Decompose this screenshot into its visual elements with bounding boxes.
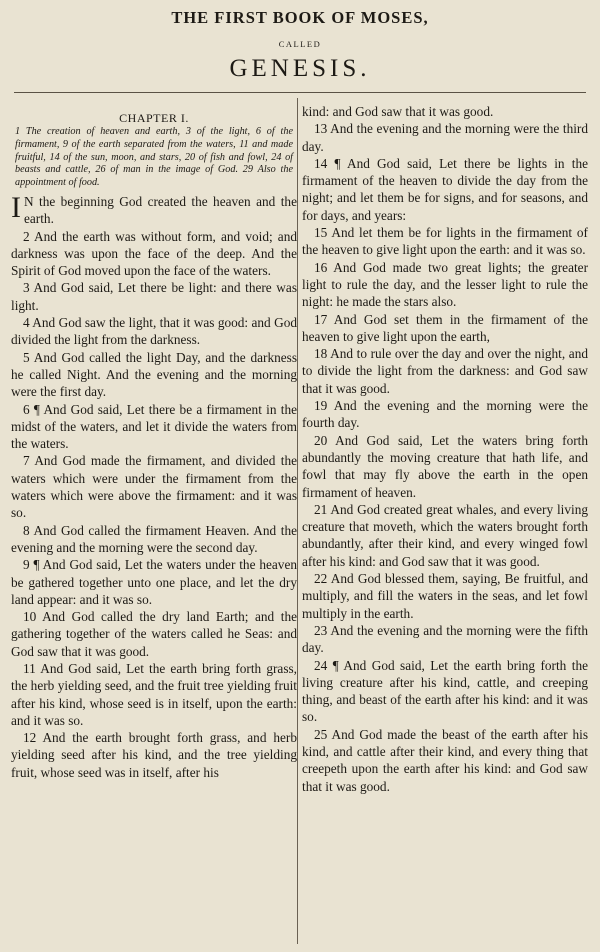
verse-3: 3 And God said, Let there be light: and there was light. bbox=[11, 280, 297, 313]
verse-4: 4 And God saw the light, that it was good: and God divided the light from the darkness. bbox=[11, 315, 297, 348]
verse-13: 13 And the evening and the morning were the third day. bbox=[302, 121, 588, 154]
verse-12: 12 And the earth brought forth grass, and herb yielding seed after his kind, and the tree yielding fruit, whose seed was in itself, after his bbox=[11, 730, 297, 780]
chapter-heading: CHAPTER I. bbox=[119, 111, 189, 125]
verse-25: 25 And God made the beast of the earth after his kind, and cattle after their kind, and every thing that creepeth upon the earth after his kind: and God saw that it was good. bbox=[302, 726, 588, 794]
verse-23: 23 And the evening and the morning were the fifth day. bbox=[302, 622, 588, 656]
called-label: CALLED bbox=[278, 39, 322, 49]
verse-17: 17 And God set them in the firmament of the heaven to give light upon the earth, bbox=[302, 311, 588, 344]
book-name: GENESIS. bbox=[229, 55, 371, 82]
drop-cap: I bbox=[11, 190, 21, 224]
column-divider bbox=[297, 98, 298, 944]
verse-20: 20 And God said, Let the waters bring forth abundantly the moving creature that hath life, and fowl that may fly above the earth in the open firmament of heaven. bbox=[302, 432, 588, 500]
verse-2: 2 And the earth was without form, and void; and darkness was upon the face of the deep. And the Spirit of God moved upon the face of the waters. bbox=[11, 228, 297, 279]
verse-9: 9 ¶ And God said, Let the waters under the heaven be gathered together unto one place, and let the dry land appear: and it was so. bbox=[11, 557, 297, 607]
verse-19: 19 And the evening and the morning were the fourth day. bbox=[302, 398, 588, 431]
verse-1-text: N the beginning God created the heaven and the earth. bbox=[24, 193, 297, 227]
right-column bbox=[302, 103, 588, 945]
verse-12-continued: kind: and God saw that it was good. bbox=[302, 104, 494, 119]
book-title: THE FIRST BOOK OF MOSES, bbox=[171, 8, 429, 27]
header-rule bbox=[14, 92, 586, 93]
verse-7: 7 And God made the firmament, and divided the waters which were under the firmament from the waters which were above the firmament: and it was so. bbox=[11, 453, 297, 521]
verse-15: 15 And let them be for lights in the firmament of the heaven to give light upon the earth: and it was so. bbox=[302, 225, 588, 258]
verse-10: 10 And God called the dry land Earth; and the gathering together of the waters called he Seas: and God saw that it was good. bbox=[11, 609, 297, 659]
verse-21: 21 And God created great whales, and every living creature that moveth, which the waters brought forth abundantly, after their kind, and every winged fowl after his kind: and God saw that it was good. bbox=[302, 501, 588, 569]
verse-11: 11 And God said, Let the earth bring forth grass, the herb yielding seed, and the fruit tree yielding fruit after his kind, whose seed is in itself, upon the earth: and it was so. bbox=[11, 661, 297, 728]
verse-24: 24 ¶ And God said, Let the earth bring forth the living creature after his kind, cattle, and creeping thing, and beast of the earth after his kind: and it was so. bbox=[302, 657, 588, 725]
chapter-summary: 1 The creation of heaven and earth, 3 of the light, 6 of the firmament, 9 of the earth separated from the waters, 11 and made fruitful, 14 of the sun, moon, and stars, 20 of fish and fowl, 24 of beasts and cattle, 26 of man in the image of God. 29 Also the appointment of food. bbox=[15, 126, 293, 189]
verse-8: 8 And God called the firmament Heaven. And the evening and the morning were the second day. bbox=[11, 522, 297, 555]
left-column bbox=[11, 103, 297, 945]
verse-22: 22 And God blessed them, saying, Be fruitful, and multiply, and fill the waters in the seas, and let fowl multiply in the earth. bbox=[302, 571, 588, 621]
verse-5: 5 And God called the light Day, and the darkness he called Night. And the evening and the morning were the first day. bbox=[11, 349, 297, 400]
verse-18: 18 And to rule over the day and over the night, and to divide the light from the darkness: and God saw that it was good. bbox=[302, 346, 588, 396]
verse-14: 14 ¶ And God said, Let there be lights in the firmament of the heaven to divide the day from the night; and let them be for signs, and for seasons, and for days, and years: bbox=[302, 155, 588, 223]
verse-16: 16 And God made two great lights; the greater light to rule the day, and the lesser light to rule the night: he made the stars also. bbox=[302, 259, 588, 310]
verse-1 bbox=[11, 190, 297, 228]
verse-6: 6 ¶ And God said, Let there be a firmament in the midst of the waters, and let it divide the waters from the waters. bbox=[11, 401, 297, 452]
